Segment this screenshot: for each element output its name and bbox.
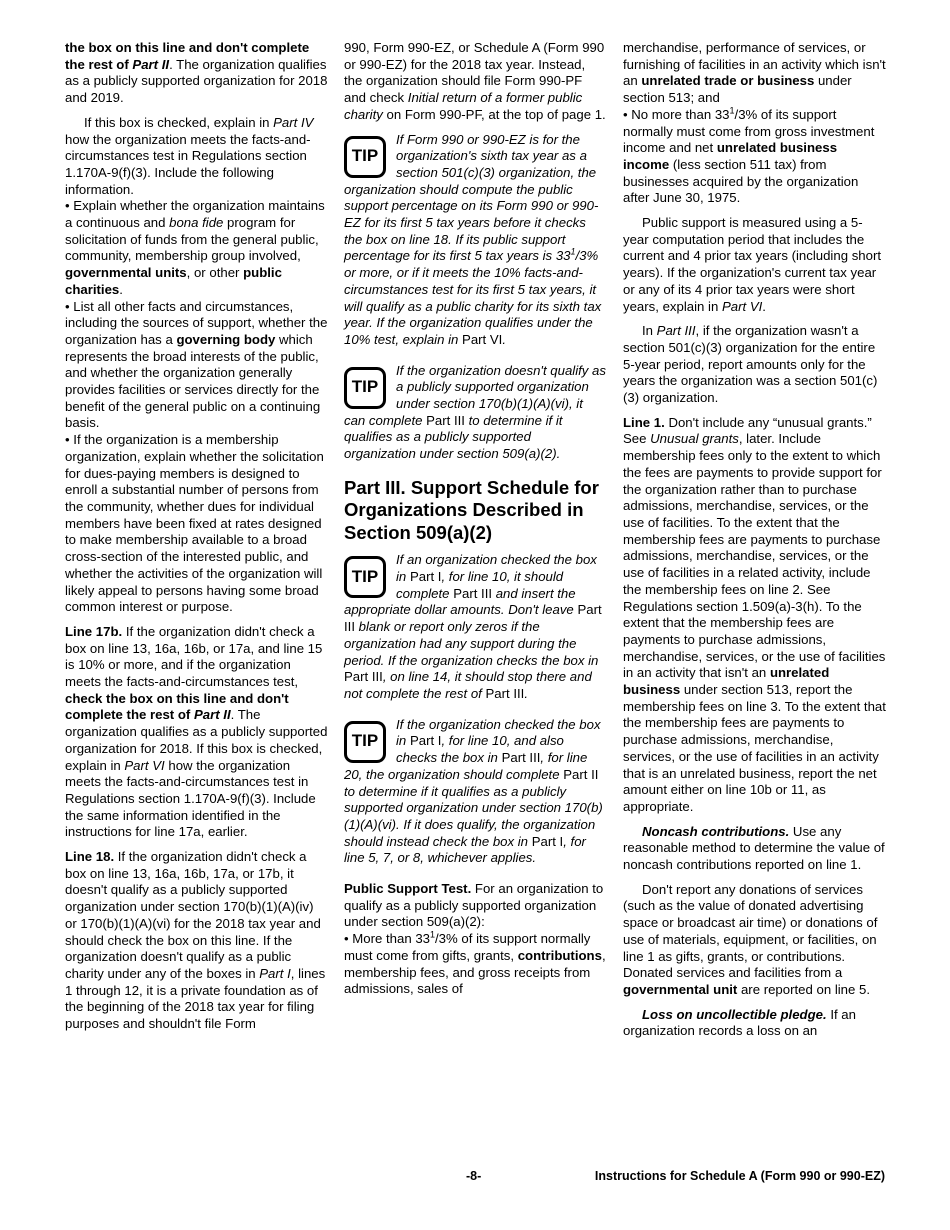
loss-uncollectible-pledge: Loss on uncollectible pledge. If an organization records a loss on an bbox=[623, 1006, 856, 1039]
tip-icon: TIP bbox=[344, 721, 386, 763]
tip-note-2: TIP If the organization doesn't qualify as a publicly supported organization under section 170(b)(1)(A)(vi), it can complete Part III to determine if it qualifies as a publicly supported organization under section 509(a)(2). bbox=[344, 362, 606, 462]
page-footer bbox=[0, 1168, 950, 1188]
col3-paragraph-4: Don't report any donations of services (such as the value of donated advertising space or broadcast air time) or donations of use of materials, equipment, or facilities, on line 1 as gifts, grants, or contributions. Donated services and facilities from a governmental unit are reported on line 5. bbox=[623, 881, 878, 997]
col2-bullet-1: • More than $33^1/3\%$ of its support normally must come from gifts, grants, contributions, membership fees, and gross receipts from admissions, sales of bbox=[344, 929, 606, 997]
col3-paragraph-2: Public support is measured using a 5-year computation period that includes the current and 4 prior tax years (including short years). If the organization's current tax year or any of its 4 prior tax years were short years, explain in Part VI. bbox=[623, 215, 882, 314]
tip-note-1: TIP If Form 990 or 990-EZ is for the organization's sixth tax year as a section 501(c)(3) organization, the organization should compute the public support percentage on its Form 990 or 990-EZ for its first 5 tax years before it checks the box on line 18. If its public support percentage for its first 5 tax years is $33^1/3\%$ or more, or if it meets the 10% facts-and-circumstances test for its first 5 tax years, it will qualify as a public charity for its sixth tax year. If the organization qualifies under the 10% test, explain in Part VI. bbox=[344, 131, 602, 347]
col1-paragraph-2: If this box is checked, explain in Part IV how the organization meets the facts-and-circumstances test in Regulations section 1.170A-9(f)(3). Include the following information. bbox=[65, 114, 314, 197]
col1-bullet-2: • List all other facts and circumstances, including the sources of support, whether the organization has a governing body which represents the broad interests of the public, and whether the organization generally provides facilities or services directly for the benefit of the general public on a continuing basis. bbox=[65, 298, 328, 431]
section-heading-part-iii: Part III. Support Schedule for Organizations Described in Section 509(a)(2) bbox=[344, 476, 599, 543]
col3-line-1: Line 1. Don't include any “unusual grants.” See Unusual grants, later. Include membership fees only to the extent to which the fees are payments to provide support for the organization rather than to purchase admissions, merchandise, services, or the use of facilities. To the extent that the membership fees are payments to purchase admissions, merchandise, services, or the use of facilities in a related activity, include the membership fees on line 2. See Regulations section 1.509(a)-3(h). To the extent that the membership fees are payments to purchase admissions, merchandise, services, or the use of facilities in an activity that isn't an unrelated business under section 513, report the membership fees on line 3. To the extent that the membership fees are payments to purchase admissions, merchandise, services, or the use of facilities in an activity that is an unrelated business, report the net amount either on line 10b or 11, as appropriate. bbox=[623, 414, 886, 814]
col3-bullet-2: • No more than $33^1/3\%$ of its support normally must come from gross investment income and net unrelated business income (less section 511 tax) from businesses acquired by the organization after June 30, 1975. bbox=[623, 105, 875, 206]
col3-paragraph-3: In Part III, if the organization wasn't a section 501(c)(3) organization for the entire 5-year period, report amounts only for the years the organization was a section 501(c)(3) organization. bbox=[623, 323, 878, 406]
col1-bullet-1: • Explain whether the organization maintains a continuous and bona fide program for solicitation of funds from the general public, community, membership group involved, governmental units, or other public charities. bbox=[65, 198, 325, 297]
col2-paragraph-1: 990, Form 990-EZ, or Schedule A (Form 990 or 990-EZ) for the 2018 tax year. Instead, the organization should file Form 990-PF and check Initial return of a former public charity on Form 990-PF, at the top of page 1. bbox=[344, 40, 606, 122]
tip-note-3: TIP If an organization checked the box in Part I, for line 10, it should complete Part III and insert the appropriate dollar amounts. Don't leave Part III blank or report only zeros if the organization had any support during the period. If the organization checks the box in Part III, on line 14, it should stop there and not complete the rest of Part III. bbox=[344, 552, 602, 701]
col1-line-17b: Line 17b. If the organization didn't check a box on line 13, 16a, 16b, or 17a, and line 15 is 10% or more, and if the organization meets the facts-and-circumstances test, check the box on this line and don't complete the rest of Part II. The organization qualifies as a publicly supported organization for 2018. If this box is checked, explain in Part VI how the organization meets the facts-and-circumstances test in Regulations section 1.170A-9(f)(3). Include the same information identified in the instructions for line 17a, earlier. bbox=[65, 623, 328, 840]
footer-title: Instructions for Schedule A (Form 990 or 990-EZ) bbox=[594, 1169, 885, 1183]
col1-line-18: Line 18. If the organization didn't check a box on line 13, 16a, 16b, 17a, or 17b, it doesn't qualify as a publicly supported organization under section 170(b)(1)(A)(iv) or 170(b)(1)(A)(vi) for the 2018 tax year and should check the box on this line. If the organization doesn't qualify as a public charity under any of the boxes in Part I, lines 1 through 12, it is a private foundation as of the beginning of the 2018 tax year for filing purposes and shouldn't file Form bbox=[65, 849, 326, 1032]
tip-icon: TIP bbox=[344, 367, 386, 409]
column-2 bbox=[344, 40, 606, 1006]
column-1 bbox=[65, 40, 328, 1041]
tip-icon: TIP bbox=[344, 136, 386, 178]
col1-bullet-3: • If the organization is a membership organization, explain whether the solicitation for dues-paying members is designed to enroll a substantial number of persons from the community, whether dues for individual members have been fixed at rates designed to make membership available to a broad cross-section of the interested public, and whether the activities of the organization will likely appeal to persons having some broad common interest or purpose. bbox=[65, 432, 324, 615]
column-3 bbox=[623, 40, 886, 1048]
tip-note-4: TIP If the organization checked the box in Part I, for line 10, and also checks the box in Part III, for line 20, the organization should complete Part II to determine if it qualifies as a publicly supported organization under section 170(b)(1)(A)(vi). If it does qualify, the organization should instead check the box in Part I, for line 5, 7, or 8, whichever applies. bbox=[344, 716, 603, 866]
col3-paragraph-1: merchandise, performance of services, or furnishing of facilities in an activity which isn't an unrelated trade or business under section 513; and bbox=[623, 40, 886, 106]
noncash-contributions: Noncash contributions. Use any reasonable method to determine the value of noncash contributions reported on line 1. bbox=[623, 823, 885, 873]
page-number: -8- bbox=[466, 1169, 482, 1183]
public-support-test: Public Support Test. For an organization to qualify as a publicly supported organization under section 509(a)(2): bbox=[344, 881, 604, 930]
col1-paragraph-1: the box on this line and don't complete the rest of Part II. The organization qualifies as a publicly supported organization for 2018 and 2019. bbox=[65, 40, 328, 106]
tip-icon: TIP bbox=[344, 556, 386, 598]
